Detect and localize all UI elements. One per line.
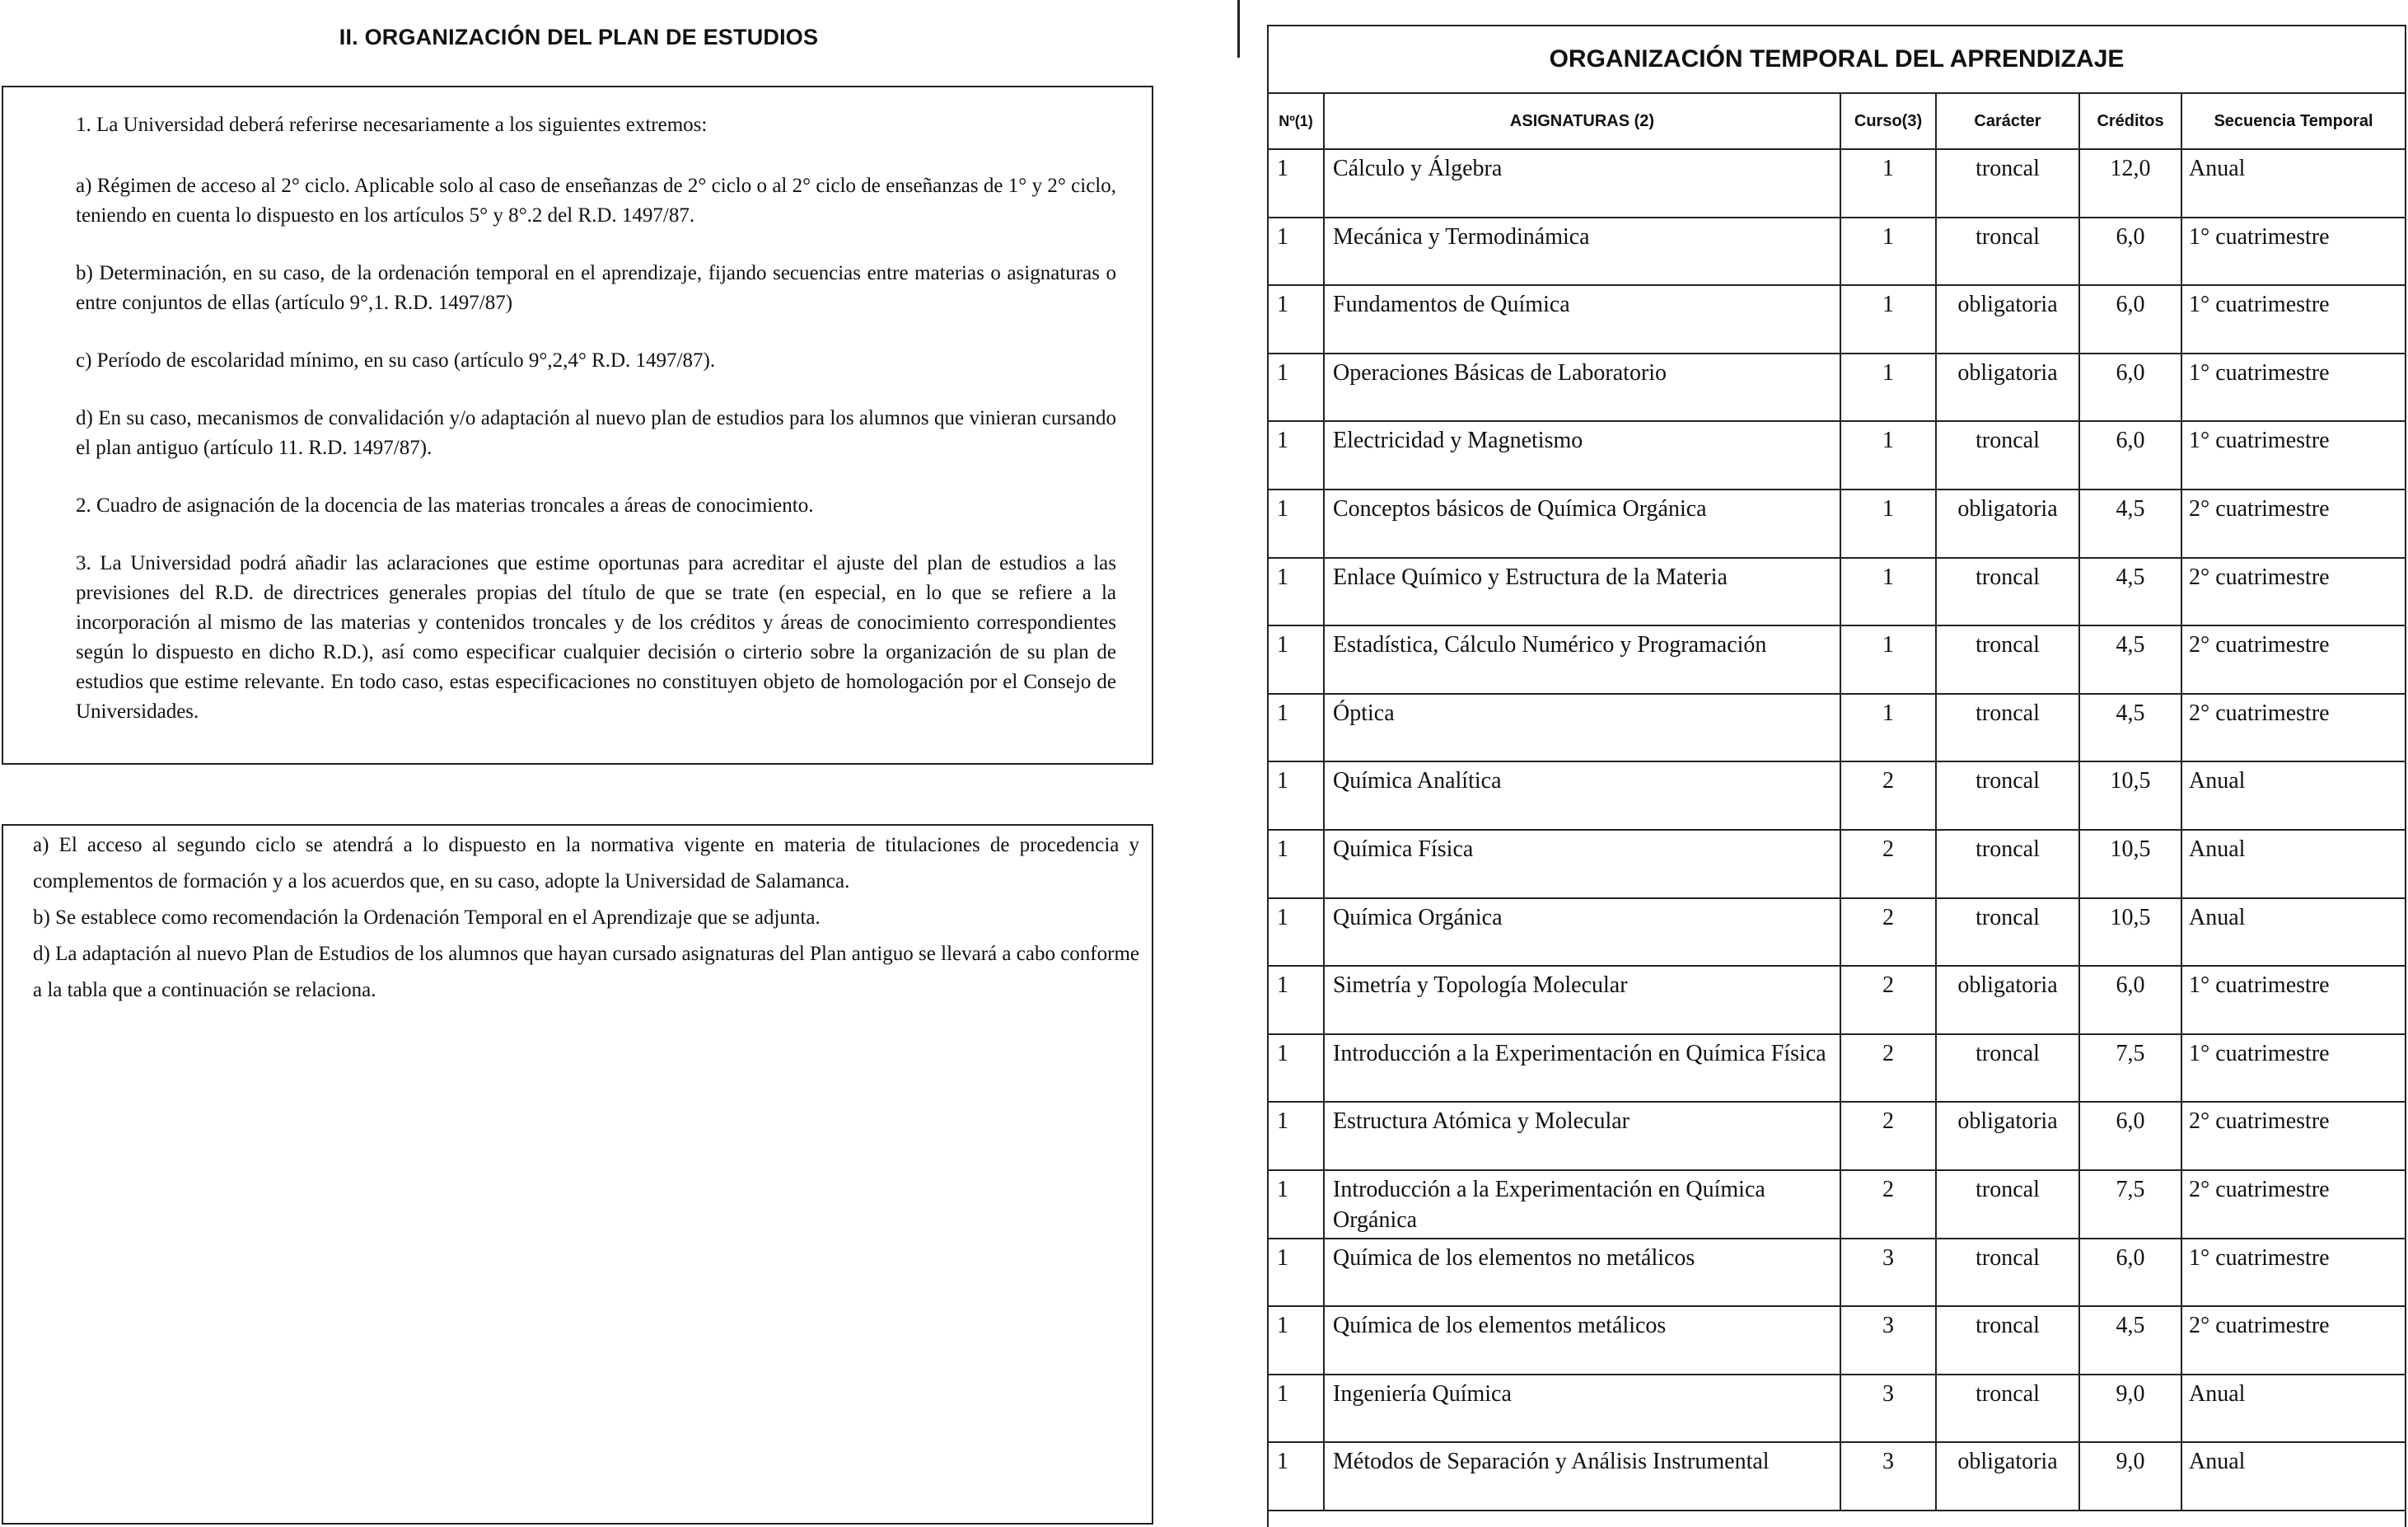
sequence-cell: 1° cuatrimestre: [2181, 421, 2405, 489]
course-cell: 1: [1840, 354, 1936, 422]
table-body: [1269, 149, 2405, 1511]
university-response-box: [2, 824, 1153, 1525]
sequence-cell: Anual: [2181, 149, 2405, 218]
header-sequence: Secuencia Temporal: [2181, 94, 2405, 149]
character-cell: troncal: [1936, 149, 2079, 218]
course-cell: 1: [1840, 218, 1936, 286]
character-cell: obligatoria: [1936, 966, 2079, 1034]
character-cell: obligatoria: [1936, 1442, 2079, 1511]
row-num-cell: 1: [1269, 1442, 1324, 1511]
table-row: [1269, 421, 2405, 489]
character-cell: obligatoria: [1936, 285, 2079, 354]
credits-cell: 7,5: [2079, 1034, 2181, 1103]
sequence-cell: 2° cuatrimestre: [2181, 1306, 2405, 1375]
instruction-paragraph: 1. La Universidad deberá referirse necesariamente a los siguientes extremos:: [76, 114, 708, 136]
character-cell: troncal: [1936, 898, 2079, 967]
character-cell: obligatoria: [1936, 354, 2079, 422]
course-cell: 2: [1840, 966, 1936, 1034]
course-cell: 1: [1840, 489, 1936, 558]
sequence-cell: 2° cuatrimestre: [2181, 1170, 2405, 1239]
header-character: Carácter: [1936, 94, 2079, 149]
row-num-cell: 1: [1269, 489, 1324, 558]
table-row: [1269, 489, 2405, 558]
table-row: [1269, 218, 2405, 286]
instruction-paragraph: a) Régimen de acceso al 2° ciclo. Aplicable solo al caso de enseñanzas de 2° ciclo o al 2° ciclo de enseñanzas de 1° y 2° ciclo, teniendo en cuenta lo dispuesto en los artículos 5° y 8°.2 del R.D. 1497/87.: [76, 175, 1116, 227]
row-num-cell: 1: [1269, 149, 1324, 218]
subject-cell: Química de los elementos metálicos: [1324, 1306, 1840, 1375]
credits-cell: 10,5: [2079, 830, 2181, 898]
course-cell: 2: [1840, 1170, 1936, 1239]
table-row: [1269, 1239, 2405, 1307]
sequence-cell: 1° cuatrimestre: [2181, 285, 2405, 354]
credits-cell: 6,0: [2079, 421, 2181, 489]
row-num-cell: 1: [1269, 761, 1324, 830]
page-divider: [1237, 0, 1240, 58]
row-num-cell: 1: [1269, 694, 1324, 762]
table-row: [1269, 149, 2405, 218]
response-paragraph: b) Se establece como recomendación la Ordenación Temporal en el Aprendizaje que se adjunta.: [33, 906, 821, 929]
credits-cell: 6,0: [2079, 1102, 2181, 1170]
header-credits: Créditos: [2079, 94, 2181, 149]
subject-cell: Estadística, Cálculo Numérico y Programación: [1324, 625, 1840, 694]
response-text: [33, 827, 1139, 1009]
course-cell: 1: [1840, 421, 1936, 489]
credits-cell: 12,0: [2079, 149, 2181, 218]
row-num-cell: 1: [1269, 1170, 1324, 1239]
subject-cell: Química de los elementos no metálicos: [1324, 1239, 1840, 1307]
subject-cell: Química Analítica: [1324, 761, 1840, 830]
character-cell: troncal: [1936, 218, 2079, 286]
sequence-cell: 1° cuatrimestre: [2181, 966, 2405, 1034]
instruction-paragraph: d) En su caso, mecanismos de convalidación y/o adaptación al nuevo plan de estudios para los alumnos que vinieran cursando el plan antiguo (artículo 11. R.D. 1497/87).: [76, 407, 1116, 459]
credits-cell: 6,0: [2079, 285, 2181, 354]
character-cell: troncal: [1936, 1375, 2079, 1443]
credits-cell: 4,5: [2079, 558, 2181, 626]
course-cell: 3: [1840, 1239, 1936, 1307]
subject-cell: Introducción a la Experimentación en Química Física: [1324, 1034, 1840, 1103]
instruction-paragraph: c) Período de escolaridad mínimo, en su caso (artículo 9°,2,4° R.D. 1497/87).: [76, 349, 716, 372]
table-row: [1269, 694, 2405, 762]
sequence-cell: 1° cuatrimestre: [2181, 1239, 2405, 1307]
character-cell: troncal: [1936, 694, 2079, 762]
sequence-cell: 2° cuatrimestre: [2181, 489, 2405, 558]
instruction-paragraph: b) Determinación, en su caso, de la ordenación temporal en el aprendizaje, fijando secuencias entre materias o asignaturas o entre conjuntos de ellas (artículo 9°,1. R.D. 1497/87): [76, 262, 1116, 314]
sequence-cell: Anual: [2181, 1442, 2405, 1511]
subject-cell: Química Física: [1324, 830, 1840, 898]
credits-cell: 10,5: [2079, 761, 2181, 830]
course-cell: 3: [1840, 1442, 1936, 1511]
row-num-cell: 1: [1269, 830, 1324, 898]
subject-cell: Simetría y Topología Molecular: [1324, 966, 1840, 1034]
sequence-cell: 2° cuatrimestre: [2181, 1102, 2405, 1170]
course-cell: 3: [1840, 1375, 1936, 1443]
table-row: [1269, 625, 2405, 694]
course-cell: 1: [1840, 625, 1936, 694]
subject-cell: Conceptos básicos de Química Orgánica: [1324, 489, 1840, 558]
character-cell: troncal: [1936, 1239, 2079, 1307]
credits-cell: 6,0: [2079, 1239, 2181, 1307]
row-num-cell: 1: [1269, 1306, 1324, 1375]
course-cell: 2: [1840, 898, 1936, 967]
row-num-cell: 1: [1269, 898, 1324, 967]
credits-cell: 9,0: [2079, 1375, 2181, 1443]
credits-cell: 4,5: [2079, 489, 2181, 558]
subjects-table: [1269, 94, 2405, 1511]
row-num-cell: 1: [1269, 966, 1324, 1034]
sequence-cell: 2° cuatrimestre: [2181, 625, 2405, 694]
course-cell: 3: [1840, 1306, 1936, 1375]
course-cell: 1: [1840, 558, 1936, 626]
table-row: [1269, 898, 2405, 967]
subject-cell: Introducción a la Experimentación en Química Orgánica: [1324, 1170, 1840, 1239]
course-cell: 1: [1840, 285, 1936, 354]
credits-cell: 6,0: [2079, 966, 2181, 1034]
character-cell: obligatoria: [1936, 489, 2079, 558]
header-subject: ASIGNATURAS (2): [1324, 94, 1840, 149]
character-cell: troncal: [1936, 1306, 2079, 1375]
table-header-row: [1269, 94, 2405, 149]
row-num-cell: 1: [1269, 285, 1324, 354]
credits-cell: 6,0: [2079, 354, 2181, 422]
subject-cell: Óptica: [1324, 694, 1840, 762]
table-row: [1269, 1102, 2405, 1170]
row-num-cell: 1: [1269, 421, 1324, 489]
header-num: Nº(1): [1269, 94, 1324, 149]
instruction-paragraph: 3. La Universidad podrá añadir las aclaraciones que estime oportunas para acreditar el ajuste del plan de estudios a las previsiones del R.D. de directrices generales propias del título de que se trate (en especial, en lo que se refiere a la incorporación al mismo de las materias y contenidos troncales y de los créditos y áreas de conocimiento correspondientes según lo dispuesto en dicho R.D.), así como especificar cualquier decisión o cirterio sobre la organización de su plan de estudios que estime relevante. En todo caso, estas especificaciones no constituyen objeto de homologación por el Consejo de Universidades.: [76, 552, 1116, 723]
character-cell: troncal: [1936, 830, 2079, 898]
sequence-cell: Anual: [2181, 898, 2405, 967]
subject-cell: Enlace Químico y Estructura de la Materia: [1324, 558, 1840, 626]
table-row: [1269, 761, 2405, 830]
table-row: [1269, 1170, 2405, 1239]
sequence-cell: 1° cuatrimestre: [2181, 354, 2405, 422]
course-cell: 2: [1840, 1034, 1936, 1103]
credits-cell: 4,5: [2079, 694, 2181, 762]
response-paragraph: a) El acceso al segundo ciclo se atendrá a lo dispuesto en la normativa vigente en materia de titulaciones de procedencia y complementos de formación y a los acuerdos que, en su caso, adopte la Universidad de Salamanca.: [33, 834, 1139, 892]
course-cell: 2: [1840, 830, 1936, 898]
credits-cell: 9,0: [2079, 1442, 2181, 1511]
header-course: Curso(3): [1840, 94, 1936, 149]
credits-cell: 4,5: [2079, 1306, 2181, 1375]
table-row: [1269, 830, 2405, 898]
character-cell: troncal: [1936, 558, 2079, 626]
subject-cell: Cálculo y Álgebra: [1324, 149, 1840, 218]
subject-cell: Ingeniería Química: [1324, 1375, 1840, 1443]
sequence-cell: 2° cuatrimestre: [2181, 558, 2405, 626]
sequence-cell: 1° cuatrimestre: [2181, 1034, 2405, 1103]
table-row: [1269, 1442, 2405, 1511]
character-cell: troncal: [1936, 421, 2079, 489]
left-page-title: II. ORGANIZACIÓN DEL PLAN DE ESTUDIOS: [339, 25, 819, 49]
row-num-cell: 1: [1269, 354, 1324, 422]
subject-cell: Operaciones Básicas de Laboratorio: [1324, 354, 1840, 422]
character-cell: troncal: [1936, 625, 2079, 694]
instruction-paragraph: 2. Cuadro de asignación de la docencia de las materias troncales a áreas de conocimiento.: [76, 494, 814, 517]
response-paragraph: d) La adaptación al nuevo Plan de Estudios de los alumnos que hayan cursado asignaturas del Plan antiguo se llevará a cabo conforme a la tabla que a continuación se relaciona.: [33, 943, 1139, 1001]
row-num-cell: 1: [1269, 218, 1324, 286]
table-row: [1269, 558, 2405, 626]
character-cell: troncal: [1936, 761, 2079, 830]
course-cell: 2: [1840, 1102, 1936, 1170]
credits-cell: 6,0: [2079, 218, 2181, 286]
sequence-cell: 2° cuatrimestre: [2181, 694, 2405, 762]
character-cell: troncal: [1936, 1170, 2079, 1239]
subject-cell: Estructura Atómica y Molecular: [1324, 1102, 1840, 1170]
sequence-cell: Anual: [2181, 761, 2405, 830]
subject-cell: Electricidad y Magnetismo: [1324, 421, 1840, 489]
table-row: [1269, 1306, 2405, 1375]
course-cell: 2: [1840, 761, 1936, 830]
character-cell: troncal: [1936, 1034, 2079, 1103]
instructions-box: [2, 86, 1153, 765]
character-cell: obligatoria: [1936, 1102, 2079, 1170]
row-num-cell: 1: [1269, 625, 1324, 694]
sequence-cell: Anual: [2181, 830, 2405, 898]
row-num-cell: 1: [1269, 558, 1324, 626]
temporal-organization-table: [1267, 25, 2406, 1527]
course-cell: 1: [1840, 149, 1936, 218]
table-row: [1269, 285, 2405, 354]
course-cell: 1: [1840, 694, 1936, 762]
credits-cell: 4,5: [2079, 625, 2181, 694]
sequence-cell: 1° cuatrimestre: [2181, 218, 2405, 286]
row-num-cell: 1: [1269, 1375, 1324, 1443]
subject-cell: Métodos de Separación y Análisis Instrumental: [1324, 1442, 1840, 1511]
row-num-cell: 1: [1269, 1102, 1324, 1170]
row-num-cell: 1: [1269, 1034, 1324, 1103]
table-row: [1269, 354, 2405, 422]
row-num-cell: 1: [1269, 1239, 1324, 1307]
instructions-text: [76, 110, 1116, 755]
sequence-cell: Anual: [2181, 1375, 2405, 1443]
table-row: [1269, 1375, 2405, 1443]
table-title: ORGANIZACIÓN TEMPORAL DEL APRENDIZAJE: [1269, 26, 2405, 94]
subject-cell: Mecánica y Termodinámica: [1324, 218, 1840, 286]
subject-cell: Fundamentos de Química: [1324, 285, 1840, 354]
credits-cell: 7,5: [2079, 1170, 2181, 1239]
table-row: [1269, 966, 2405, 1034]
subject-cell: Química Orgánica: [1324, 898, 1840, 967]
table-row: [1269, 1034, 2405, 1103]
credits-cell: 10,5: [2079, 898, 2181, 967]
